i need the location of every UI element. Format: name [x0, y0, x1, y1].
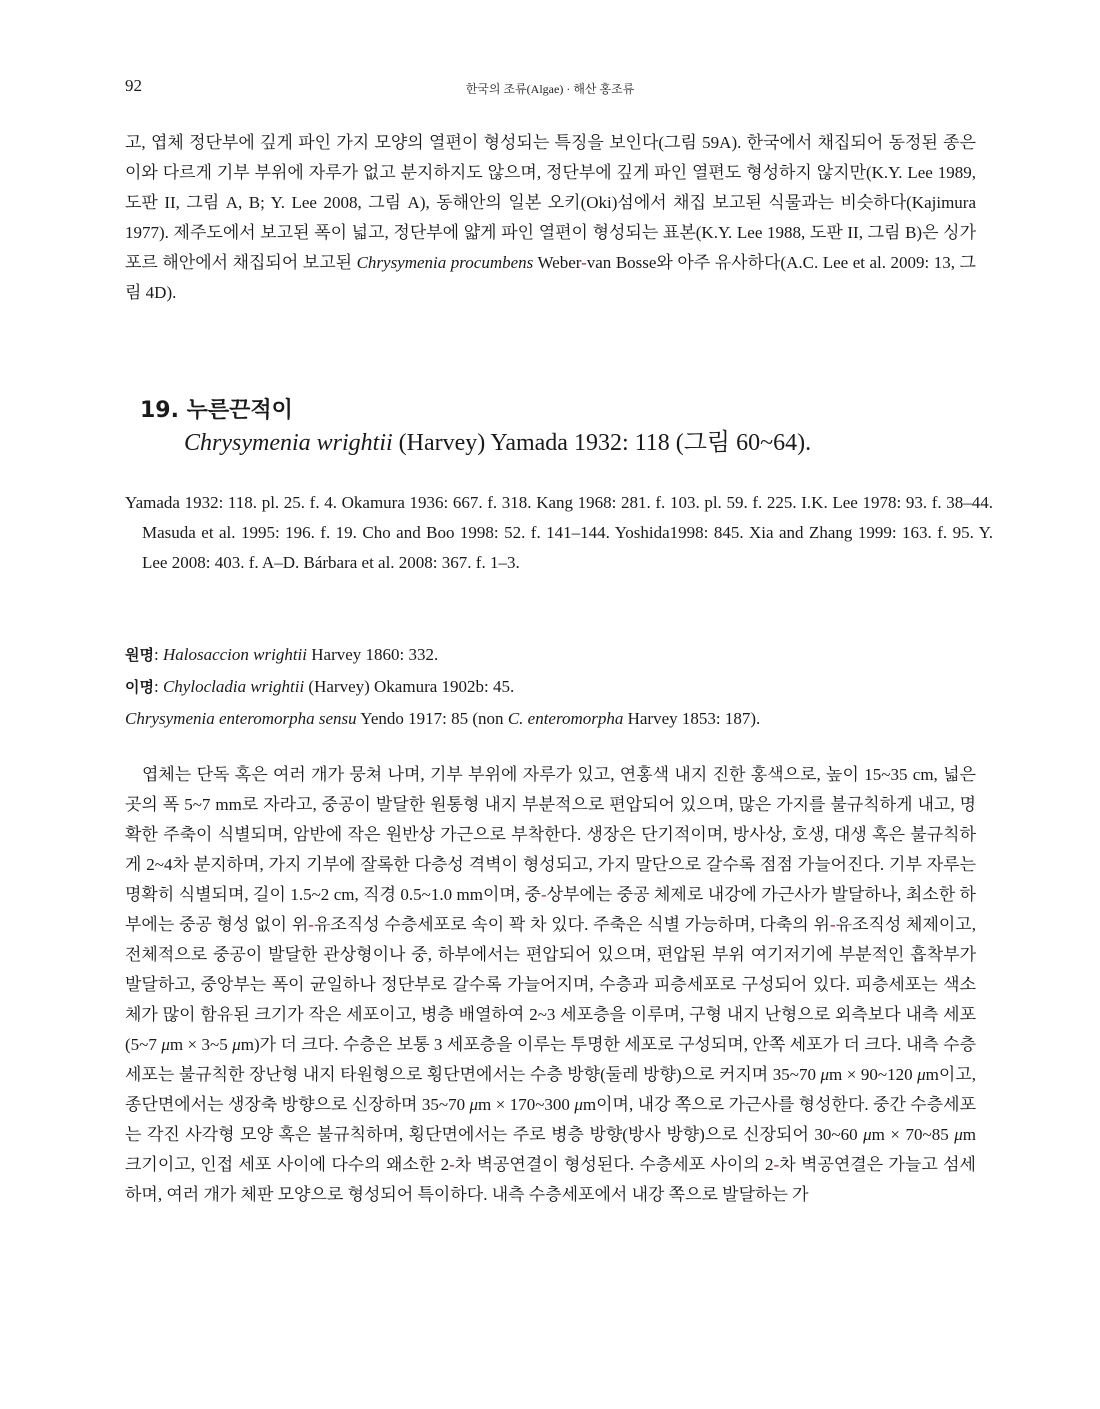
synonym-text	[154, 677, 514, 696]
species-authority: (Harvey) Yamada 1932: 118 (그림 60~64).	[392, 430, 812, 456]
species-heading	[140, 396, 811, 460]
text-segment: -	[829, 915, 836, 934]
text-segment: 고, 엽체 정단부에 깊게 파인 가지 모양의 열편이 형성되는 특징을 보인다(그림 59A). 한국에서 채집되어 동정된 종은 이와 다르게 기부 부위에 자루가 없고 분지하지도 않으며, 정단부에 깊게 파인 열편도 형성하지 않지만(K.Y. Lee 1989, 도판 II, 그림 A, B; Y. Lee 2008, 그림 A), 동해안의 일본 오키(Oki)섬에서 채집 보고된 식물과는 비슷하다(Kajimura 1977). 제주도에서 보고된 폭이 넓고, 정단부에 얇게 파인 열편이 형성되는 표본(K.Y. Lee 1988, 도판 II, 그림 B)은 싱가포르 해안에서 채집되어 보고된	[125, 133, 976, 272]
text-segment: m이고, 종단면에서는 생장축 방향으로 신장하며 35~70	[125, 1065, 976, 1114]
text-segment: m × 70~85	[871, 1125, 955, 1144]
species-scientific-name: Chrysymenia wrightii	[184, 430, 393, 456]
description-paragraph	[125, 760, 976, 1210]
text-segment: μ	[820, 1065, 830, 1084]
references-list: Yamada 1932: 118. pl. 25. f. 4. Okamura 1936: 667. f. 318. Kang 1968: 281. f. 103. pl. 59. f. 225. I.K. Lee 1978: 93. f. 38–44. Masuda et al. 1995: 196. f. 19. Cho and Boo 1998: 52. f. 141–144. Yoshida1998: 845. Xia and Zhang 1999: 163. f. 95. Y. Lee 2008: 403. f. A–D. Bárbara et al. 2008: 367. f. 1–3.	[125, 493, 993, 572]
page-number: 92	[125, 76, 142, 95]
text-segment: (Harvey) Okamura 1902b: 45.	[304, 677, 515, 696]
nomenclature	[125, 639, 976, 734]
running-header: 한국의 조류(Algae) · 해산 홍조류	[465, 82, 635, 96]
text-segment: μ	[954, 1125, 963, 1144]
text-segment: 상부에는 중공 체제로 내강에 가근사가 발달하나, 최소한 하부에는 중공 형성 없이 위	[125, 885, 976, 934]
synonym-row	[125, 671, 976, 703]
synonym-label: 이명	[125, 678, 154, 696]
text-segment: m × 170~300	[478, 1095, 575, 1114]
text-segment: 유조직성 체제이고, 전체적으로 중공이 발달한 관상형이나 중, 하부에서는 편압되어 있으며, 편압된 부위 여기저기에 부분적인 흡착부가 발달하고, 중앙부는 폭이 균일하나 정단부로 갈수록 가늘어지며, 수층과 피층세포로 구성되어 있다. 피층세포는 색소체가 많이 함유된 크기가 작은 세포이고, 병층 배열하여 2~3 세포층을 이루며, 구형 내지 난형으로 외측보다 내측 세포(5~7	[125, 915, 976, 1054]
text-segment: Chrysymenia procumbens	[356, 253, 534, 272]
paragraph-continuation	[125, 128, 976, 308]
text-segment: μ	[469, 1095, 479, 1114]
text-segment: m)가 더 크다. 수층은 보통 3 세포층을 이루는 투명한 세포로 구성되며, 안쪽 세포가 더 크다. 내측 수층세포는 불규칙한 장난형 내지 타원형으로 횡단면에서는 수층 방향(둘레 방향)으로 커지며 35~70	[125, 1035, 977, 1084]
text-segment: Weber	[533, 253, 582, 272]
basionym-row	[125, 639, 976, 671]
basionym-text	[154, 645, 438, 664]
text-segment: Harvey 1860: 332.	[307, 645, 439, 664]
text-segment: μ	[161, 1035, 170, 1054]
text-segment: μ	[863, 1125, 872, 1144]
text-segment: 차 벽공연결이 형성된다. 수층세포 사이의 2	[454, 1155, 774, 1174]
text-segment: m × 90~120	[829, 1065, 918, 1084]
text-segment: Chylocladia wrightii	[162, 677, 305, 696]
text-segment: -	[308, 915, 314, 934]
text-segment: m이며, 내강 쪽으로 가근사를 형성한다. 중간 수층세포는 각진 사각형 모양 혹은 불규칙하며, 횡단면에서는 주로 병층 방향(방사 방향)으로 신장되어 30~60	[125, 1095, 976, 1144]
text-segment: μ	[232, 1035, 241, 1054]
text-segment: Yendo 1917: 85 (non	[356, 709, 508, 728]
text-segment: :	[153, 677, 163, 696]
text-segment: Harvey 1853: 187).	[623, 709, 761, 728]
text-segment: Halosaccion wrightii	[162, 645, 307, 664]
misapplied-name-row	[125, 703, 976, 734]
text-segment: Chrysymenia enteromorpha sensu	[125, 709, 357, 728]
description-text	[125, 765, 976, 1204]
text-segment: C. enteromorpha	[507, 709, 624, 728]
text-segment: van Bosse와 아주 유사하다(A.C. Lee et al. 2009: 13, 그림 4D).	[125, 253, 976, 302]
text-segment: 차 벽공연결은 가늘고 섬세하며, 여러 개가 체판 모양으로 형성되어 특이하다. 내측 수층세포에서 내강 쪽으로 발달하는 가	[125, 1155, 976, 1204]
text-segment: -	[581, 253, 587, 272]
species-number-title: 19. 누른끈적이	[140, 398, 293, 423]
basionym-label: 원명	[125, 646, 154, 664]
text-segment: -	[449, 1155, 455, 1174]
text-segment: -	[773, 1155, 780, 1174]
text-segment: 엽체는 단독 혹은 여러 개가 뭉쳐 나며, 기부 부위에 자루가 있고, 연홍색 내지 진한 홍색으로, 높이 15~35 cm, 넓은 곳의 폭 5~7 mm로 자라고, 중공이 발달한 원통형 내지 부분적으로 편압되어 있으며, 많은 가지를 불규칙하게 내고, 명확한 주축이 식별되며, 암반에 작은 원반상 가근으로 부착한다. 생장은 단기적이며, 방사상, 호생, 대생 혹은 불규칙하게 2~4차 분지하며, 가지 기부에 잘록한 다층성 격벽이 형성되고, 가지 말단으로 갈수록 점점 가늘어진다. 기부 자루는 명확히 식별되며, 길이 1.5~2 cm, 직경 0.5~1.0 mm이며, 중	[125, 765, 976, 904]
text-segment: :	[153, 645, 163, 664]
text-segment: -	[540, 885, 547, 904]
text-segment: μ	[917, 1065, 926, 1084]
text-segment: 유조직성 수층세포로 속이 꽉 차 있다. 주축은 식별 가능하며, 다축의 위	[313, 915, 830, 934]
text-segment: μ	[574, 1095, 583, 1114]
text-segment: m 크기이고, 인접 세포 사이에 다수의 왜소한 2	[125, 1125, 976, 1174]
text-segment: m × 3~5	[169, 1035, 233, 1054]
species-scientific-name-line	[184, 426, 811, 460]
